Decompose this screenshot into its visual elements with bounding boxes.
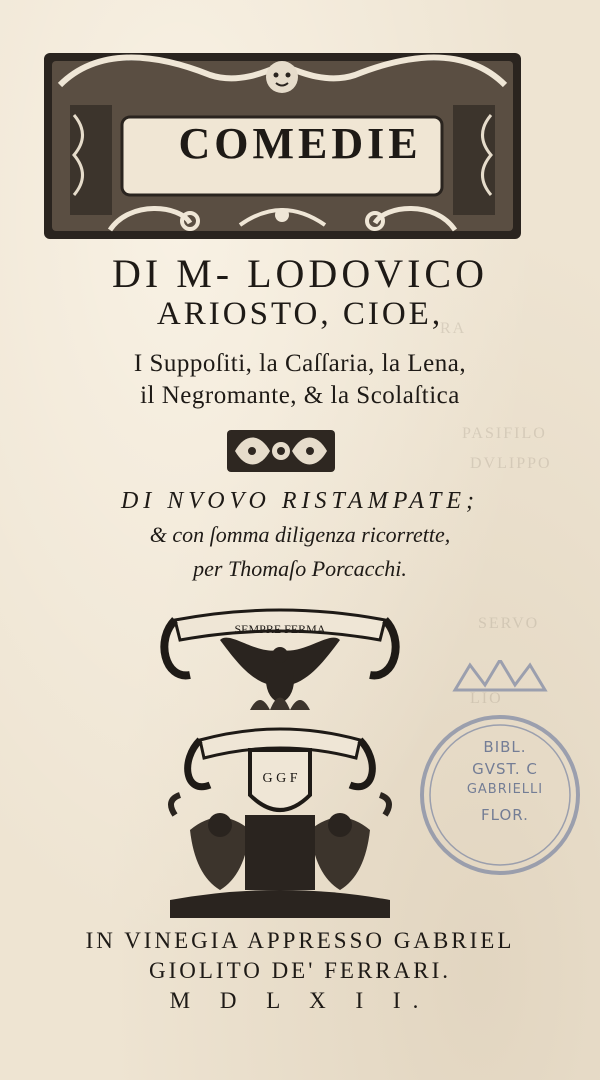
contents-line-2: il Negromante, & la Scolaſtica (140, 382, 460, 409)
device-motto: SEMPRE FERMA (234, 622, 326, 636)
stamp-line-3: GABRIELLI (466, 782, 544, 797)
bleed-through-text: PASIFILO (462, 425, 547, 442)
edition-line-2: & con ſomma diligenza ricorrette, (149, 522, 451, 547)
bleed-through-text: LIO (470, 690, 503, 707)
imprint-line-1: IN VINEGIA APPRESSO GABRIEL (85, 928, 515, 953)
stamp-line-4: FLOR. (481, 806, 529, 824)
edition-line-3: per Thomaſo Porcacchi. (193, 556, 407, 581)
author-line-1: DI M- LODOVICO (112, 251, 488, 296)
stamp-line-1: BIBL. (483, 738, 527, 756)
stamp-line-2: GVST. C (472, 760, 538, 778)
bleed-through-text: SERVO (478, 615, 540, 632)
contents-line-1: I Suppoſiti, la Caſſaria, la Lena, (133, 350, 467, 377)
author-line-2: ARIOSTO, CIOE, (156, 296, 444, 332)
device-initials: G G F (262, 771, 298, 786)
printers-device-phoenix (160, 600, 400, 930)
imprint-date: M D L X I I. (169, 988, 431, 1013)
bleed-through-text: DVLIPPO (470, 455, 552, 472)
bleed-through-text: RA (440, 320, 467, 337)
imprint-line-2: GIOLITO DE' FERRARI. (148, 958, 452, 983)
book-title: COMEDIE (178, 119, 422, 168)
edition-line-1: DI NVOVO RISTAMPATE; (120, 488, 480, 514)
fleuron-ornament (225, 428, 337, 474)
